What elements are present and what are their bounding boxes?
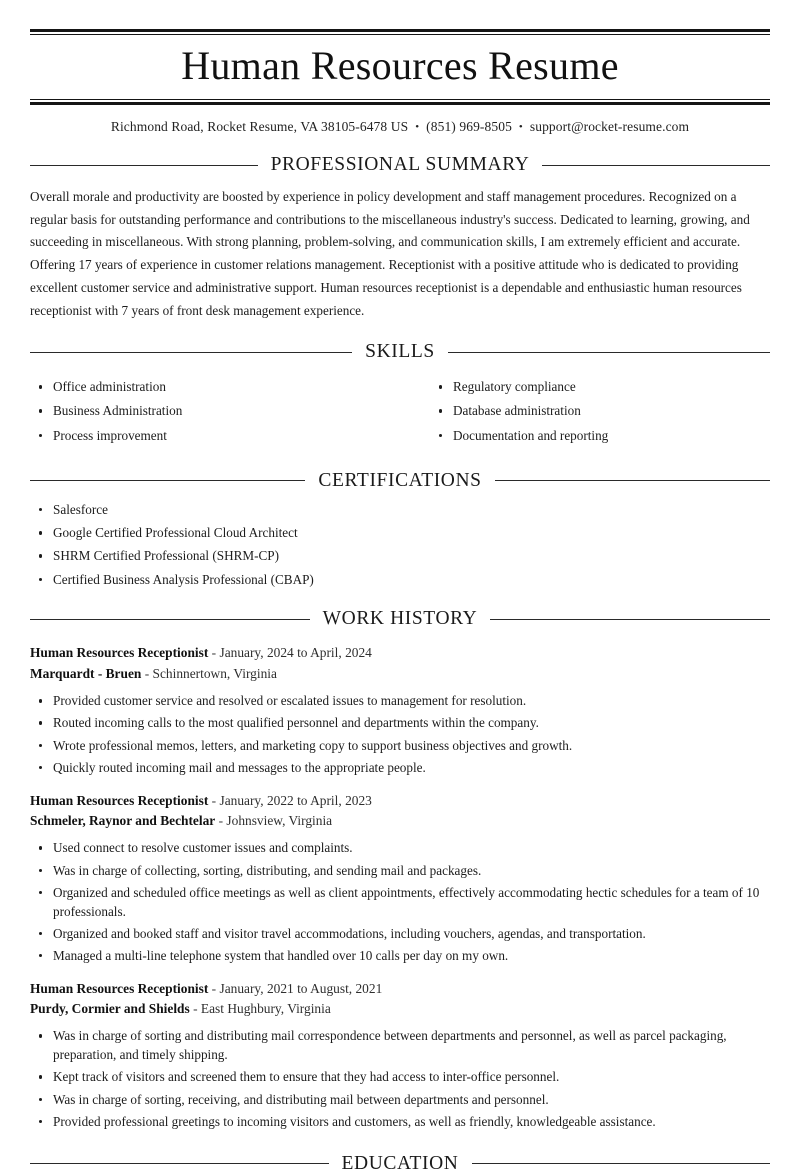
- contact-phone: (851) 969-8505: [426, 119, 512, 134]
- heading-rule-right: [490, 619, 770, 620]
- section-professional-summary: [30, 154, 770, 322]
- job-title: Human Resources Receptionist: [30, 980, 209, 996]
- job-dates: January, 2021 to August, 2021: [219, 980, 383, 996]
- skills-column-right: [400, 369, 770, 451]
- heading-rule-left: [30, 619, 310, 620]
- job-separator: -: [218, 812, 224, 828]
- job-separator: -: [193, 1001, 198, 1017]
- list-item: Business Administration: [30, 402, 400, 421]
- section-heading-summary: [30, 154, 770, 176]
- section-work-history: [30, 608, 770, 1131]
- skills-list-right: [430, 378, 770, 445]
- job-company: Purdy, Cormier and Shields: [30, 1001, 190, 1017]
- section-title: EDUCATION: [341, 1152, 459, 1174]
- list-item: Process improvement: [30, 427, 400, 446]
- list-item: Wrote professional memos, letters, and marketing copy to support business objectives and growth.: [30, 737, 770, 756]
- list-item: Organized and booked staff and visitor travel accommodations, including vouchers, agendas, and transportation.: [30, 925, 770, 944]
- job-location: East Hughbury, Virginia: [200, 1001, 331, 1017]
- job-company-line: [30, 999, 770, 1019]
- title-block: [30, 35, 770, 99]
- section-heading-skills: [30, 341, 770, 363]
- job-title-line: [30, 791, 770, 811]
- list-item: Used connect to resolve customer issues and complaints.: [30, 839, 770, 858]
- list-item: Quickly routed incoming mail and messages to the appropriate people.: [30, 759, 770, 778]
- job-location: Schinnertown, Virginia: [152, 665, 277, 681]
- skills-list-left: [30, 378, 400, 445]
- list-item: Google Certified Professional Cloud Architect: [30, 524, 770, 543]
- list-item: Kept track of visitors and screened them to ensure that they had access to inter-office personnel.: [30, 1068, 770, 1087]
- list-item: Was in charge of sorting and distributing mail correspondence between departments and personnel, as well as parcel packaging, preparation, and timely shipping.: [30, 1027, 770, 1064]
- list-item: Organized and scheduled office meetings as well as client appointments, effectively accommodating hectic schedules for a team of 10 professionals.: [30, 884, 770, 921]
- job-title: Human Resources Receptionist: [30, 645, 209, 661]
- list-item: Provided customer service and resolved or escalated issues to management for resolution.: [30, 692, 770, 711]
- list-item: Documentation and reporting: [430, 427, 770, 446]
- contact-address: Richmond Road, Rocket Resume, VA 38105-6478 US: [110, 119, 409, 134]
- heading-rule-left: [30, 352, 352, 353]
- section-title: CERTIFICATIONS: [318, 469, 482, 491]
- job-separator: -: [211, 980, 217, 996]
- contact-separator-1: •: [415, 121, 420, 133]
- heading-rule-right: [472, 1163, 771, 1164]
- job-separator: -: [211, 792, 217, 808]
- job-title-line: [30, 979, 770, 999]
- heading-rule-left: [30, 1163, 329, 1164]
- section-heading-education: [30, 1153, 770, 1175]
- list-item: Salesforce: [30, 501, 770, 520]
- job-bullets: [30, 1027, 770, 1131]
- job-company: Marquardt - Bruen: [30, 665, 142, 681]
- list-item: Provided professional greetings to incoming visitors and customers, as well as friendly, knowledgeable assistance.: [30, 1113, 770, 1132]
- job-separator: -: [211, 645, 217, 661]
- section-heading-certifications: [30, 470, 770, 492]
- heading-rule-right: [448, 352, 770, 353]
- section-title: WORK HISTORY: [322, 608, 478, 630]
- job-title-line: [30, 643, 770, 663]
- skills-columns: [30, 369, 770, 451]
- job-dates: January, 2024 to April, 2024: [219, 645, 372, 661]
- contact-line: [30, 105, 770, 135]
- list-item: Was in charge of collecting, sorting, distributing, and sending mail and packages.: [30, 862, 770, 881]
- work-history-entry: [30, 791, 770, 966]
- job-company-line: [30, 811, 770, 831]
- job-separator: -: [144, 665, 150, 681]
- job-bullets: [30, 839, 770, 965]
- list-item: Regulatory compliance: [430, 378, 770, 397]
- page-title: Human Resources Resume: [181, 43, 619, 88]
- list-item: Certified Business Analysis Professional (CBAP): [30, 571, 770, 590]
- list-item: Managed a multi-line telephone system that handled over 10 calls per day on my own.: [30, 947, 770, 966]
- job-title: Human Resources Receptionist: [30, 792, 209, 808]
- list-item: Routed incoming calls to the most qualified personnel and departments within the company.: [30, 714, 770, 733]
- skills-column-left: [30, 369, 400, 451]
- work-history-entry: [30, 643, 770, 777]
- list-item: Database administration: [430, 402, 770, 421]
- section-title: PROFESSIONAL SUMMARY: [270, 154, 530, 175]
- resume-page: [0, 29, 800, 1174]
- heading-rule-right: [542, 165, 770, 166]
- section-skills: [30, 341, 770, 451]
- summary-text: Overall morale and productivity are boosted by experience in policy development and staff management procedures. Recognized on a regular basis for outstanding performance and contributions to the miscellaneous industry's success. Dedicated to learning, growing, and succeeding in miscellaneous. With strong planning, problem-solving, and communication skills, I am extremely efficient and accurate. Offering 17 years of experience in customer relations management. Receptionist with a positive attitude who is dedicated to providing excellent customer service and administrative support. Human resources receptionist is a dependable and enthusiastic human resources receptionist with 7 years of front desk management experience.: [30, 189, 750, 318]
- section-title: SKILLS: [365, 341, 435, 363]
- job-location: Johnsview, Virginia: [226, 812, 333, 828]
- certifications-list: [30, 501, 770, 589]
- job-company-line: [30, 664, 770, 684]
- list-item: SHRM Certified Professional (SHRM-CP): [30, 547, 770, 566]
- section-education: [30, 1153, 770, 1175]
- job-bullets: [30, 692, 770, 777]
- heading-rule-right: [495, 480, 770, 481]
- section-heading-work-history: [30, 608, 770, 630]
- work-history-entry: [30, 979, 770, 1132]
- list-item: Was in charge of sorting, receiving, and distributing mail between departments and personnel.: [30, 1091, 770, 1110]
- heading-rule-left: [30, 165, 258, 166]
- heading-rule-left: [30, 480, 305, 481]
- job-company: Schmeler, Raynor and Bechtelar: [30, 812, 216, 828]
- job-dates: January, 2022 to April, 2023: [219, 792, 372, 808]
- contact-separator-2: •: [518, 121, 523, 133]
- contact-email[interactable]: support@rocket-resume.com: [529, 119, 690, 134]
- section-certifications: [30, 470, 770, 589]
- list-item: Office administration: [30, 378, 400, 397]
